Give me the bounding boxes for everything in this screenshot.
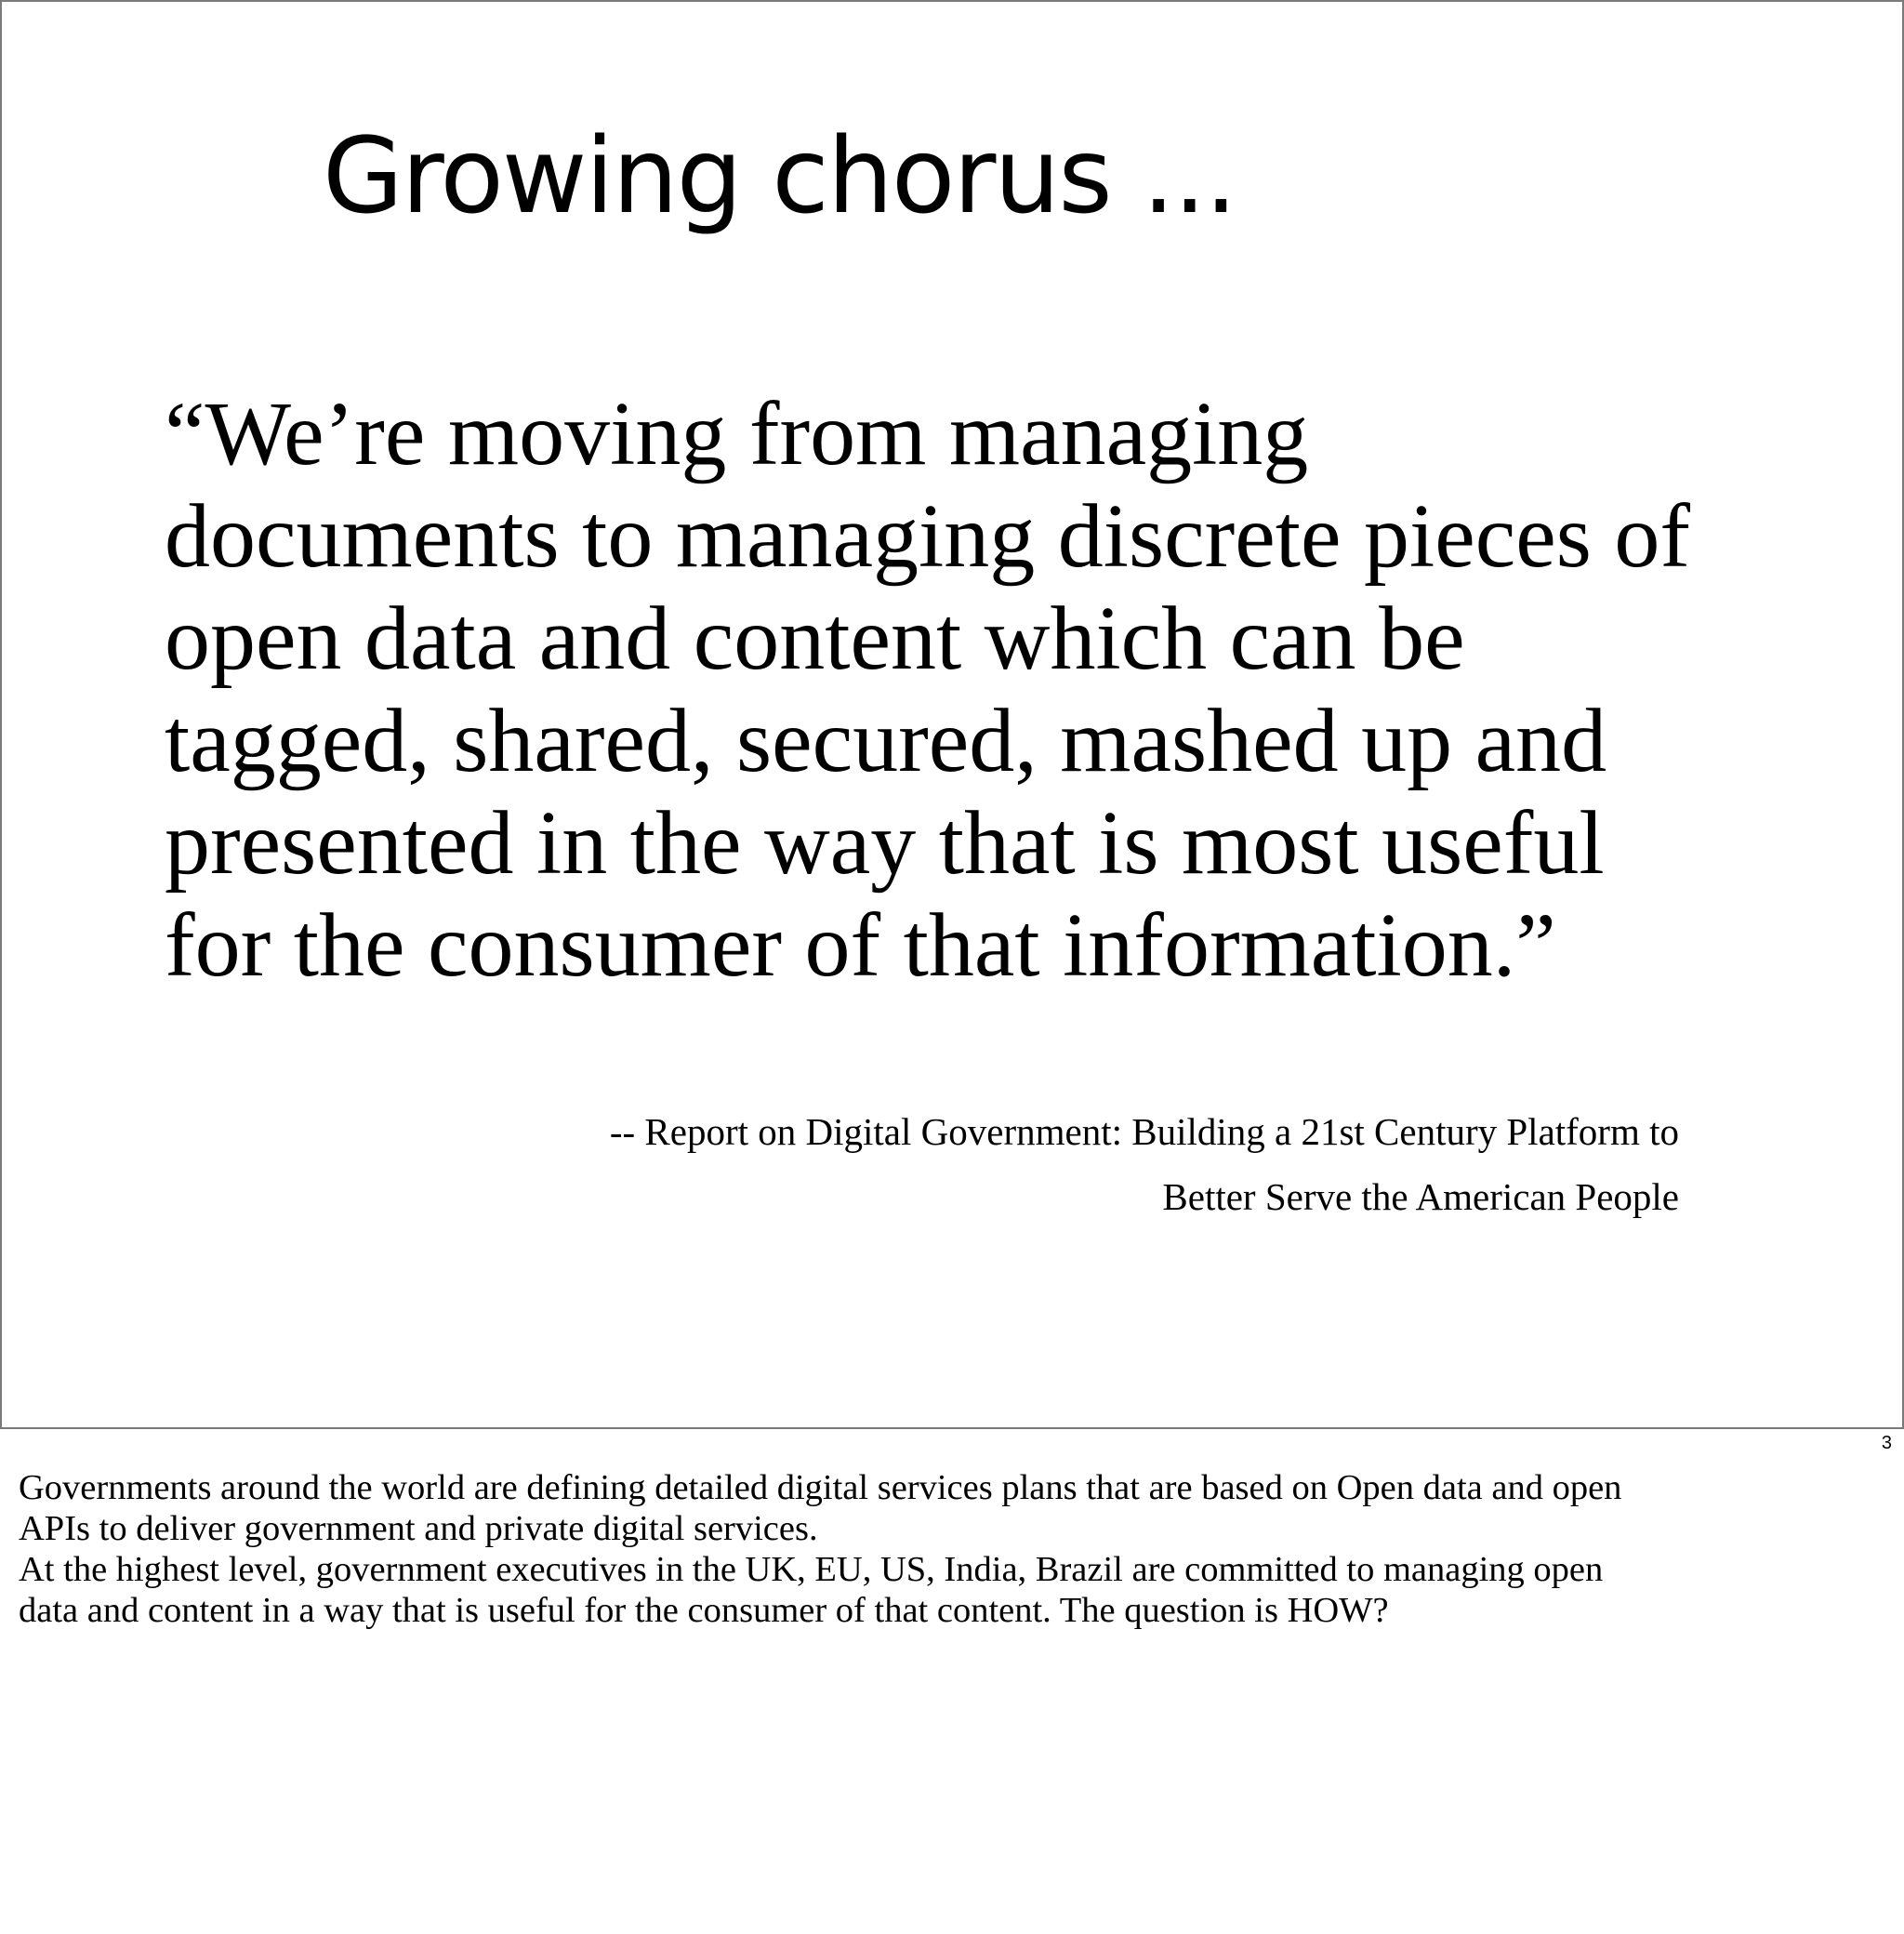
quote-line: documents to managing discrete pieces of	[165, 486, 1690, 587]
speaker-notes	[19, 1467, 1887, 1631]
notes-line: data and content in a way that is useful for the consumer of that content. The question is HOW?	[19, 1591, 1389, 1630]
notes-line: APIs to deliver government and private digital services.	[19, 1509, 818, 1548]
slide-title: Growing chorus ...	[323, 116, 1236, 237]
quote-line: presented in the way that is most useful	[165, 793, 1605, 894]
quote-line: for the consumer of that information.”	[165, 895, 1556, 996]
quote-line: “We’re moving from managing	[165, 384, 1309, 484]
page-number: 3	[1881, 1433, 1892, 1453]
quote-line: tagged, shared, secured, mashed up and	[165, 691, 1607, 791]
quote-line: open data and content which can be	[165, 589, 1465, 689]
quote-attribution	[610, 1099, 1679, 1229]
notes-line: Governments around the world are defining detailed digital services plans that are based on Open data and open	[19, 1468, 1622, 1507]
attribution-line: -- Report on Digital Government: Building a 21st Century Platform to	[609, 1110, 1679, 1153]
notes-line: At the highest level, government executives in the UK, EU, US, India, Brazil are committed to managing open	[19, 1550, 1604, 1589]
attribution-line: Better Serve the American People	[1162, 1175, 1679, 1218]
slide-quote	[165, 383, 1745, 997]
